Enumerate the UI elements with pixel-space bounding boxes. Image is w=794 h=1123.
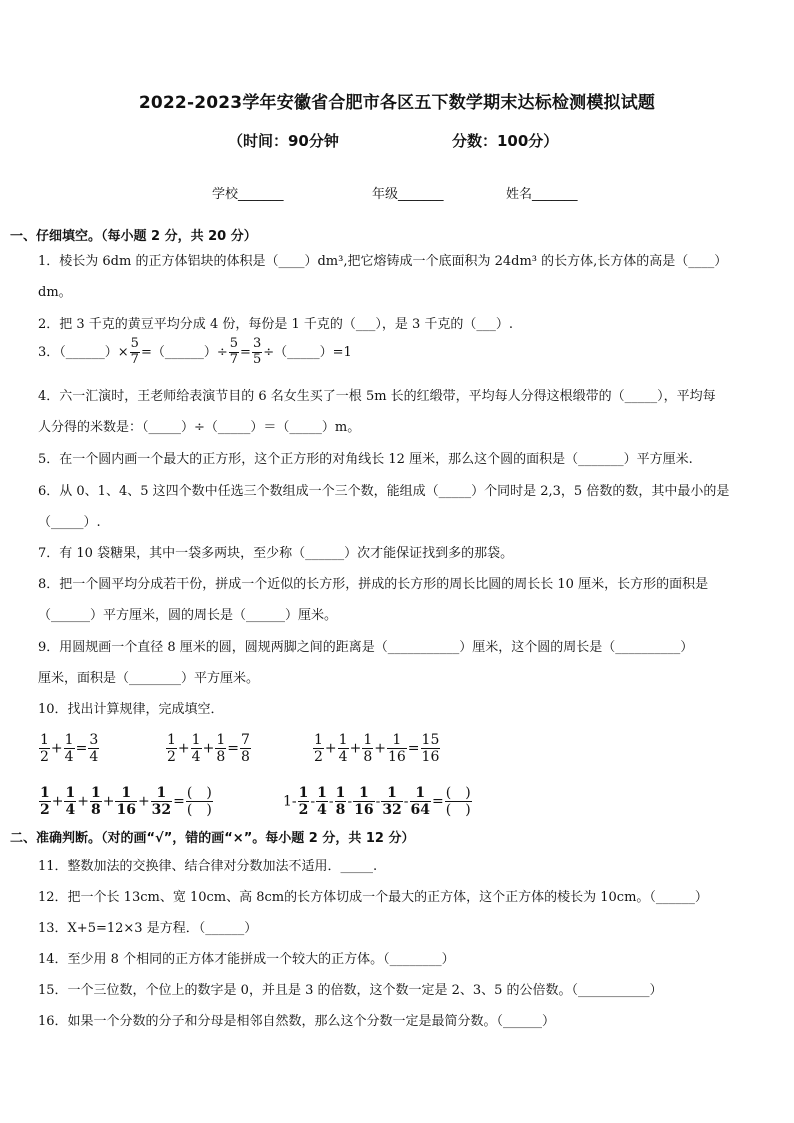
equation-4: $\frac{1}{2}$ + $\frac{1}{4}$ + $\frac{1}{8}$ + $\frac{1}{16}$ + $\frac{1}{32}$ = $\frac{( )}{( )}$: [40, 785, 212, 819]
question-5: 5．在一个圆内画一个最大的正方形，这个正方形的对角线长 12 厘米，那么这个圆的面积是（_______）平方厘米.: [38, 452, 693, 467]
question-4-line-2: 人分得的米数是：（_____）÷（_____）＝（_____）m。: [38, 420, 361, 435]
name-field: 姓名_______: [506, 187, 578, 202]
fraction: $\frac{( )}{( )}$: [445, 785, 471, 819]
question-9-line-1: 9．用圆规画一个直径 8 厘米的圆，圆规两脚之间的距离是（___________）厘米，这个圆的周长是（__________）: [38, 640, 694, 655]
question-7: 7．有 10 袋糖果，其中一袋多两块，至少称（______）次才能保证找到多的那袋。: [38, 546, 514, 561]
question-16: 16．如果一个分数的分子和分母是相邻自然数，那么这个分数一定是最简分数。（______）: [38, 1014, 556, 1029]
fraction: $\frac{( )}{( )}$: [186, 785, 212, 819]
fraction: $\frac{1}{2}$: [40, 732, 49, 766]
question-1-line-1: 1．棱长为 6dm 的正方体铝块的体积是（____）dm³,把它熔铸成一个底面积为 24dm³ 的长方体,长方体的高是（____）: [38, 254, 728, 269]
question-14: 14．至少用 8 个相同的正方体才能拼成一个较大的正方体。（________）: [38, 952, 455, 967]
fraction: $\frac{1}{2}$: [314, 732, 323, 766]
question-13: 13．X+5=12×3 是方程．（______）: [38, 921, 258, 936]
fraction: $\frac{1}{4}$: [64, 732, 74, 766]
fraction: $\frac{1}{64}$: [410, 785, 431, 819]
fraction: $\frac{1}{16}$: [116, 785, 136, 819]
q3-part-3: =: [240, 344, 251, 360]
equation-5: 1- $\frac{1}{2}$ - $\frac{1}{4}$ - $\frac{1}{8}$ - $\frac{1}{16}$ - $\frac{1}{32}$ - $\frac{1}{64}$ = $\frac{( )}{( )}$: [283, 785, 471, 819]
fraction: $\frac{1}{8}$: [216, 732, 226, 766]
fraction: $\frac{1}{4}$: [338, 732, 348, 766]
fraction: $\frac{1}{4}$: [317, 785, 327, 819]
fraction: $\frac{15}{16}$: [421, 732, 440, 766]
q3-part-2: =（______）÷: [140, 344, 228, 360]
q3-part-1: 3．（______）×: [38, 344, 129, 360]
fraction: $\frac{1}{2}$: [298, 785, 309, 819]
fraction: $\frac{1}{4}$: [65, 785, 76, 819]
question-2: 2．把 3 千克的黄豆平均分成 4 份，每份是 1 千克的（___），是 3 千克的（___）.: [38, 317, 514, 332]
question-6-line-2: （_____）.: [38, 515, 101, 530]
fraction: $\frac{1}{8}$: [363, 732, 373, 766]
fraction: $\frac{1}{32}$: [382, 785, 402, 819]
equation-1: $\frac{1}{2}$ + $\frac{1}{4}$ = $\frac{3}{4}$: [40, 732, 99, 766]
grade-field: 年级_______: [372, 187, 444, 202]
section-2-heading: 二、准确判断。（对的画“√”，错的画“×”。每小题 2 分，共 12 分）: [10, 831, 415, 846]
fraction: $\frac{1}{4}$: [191, 732, 201, 766]
equation-3: $\frac{1}{2}$ + $\frac{1}{4}$ + $\frac{1}{8}$ + $\frac{1}{16}$ = $\frac{15}{16}$: [314, 732, 440, 766]
question-9-line-2: 厘米，面积是（________）平方厘米。: [38, 671, 260, 686]
question-1-line-2: dm。: [38, 285, 72, 300]
score-label: 分数：100分）: [452, 132, 559, 150]
section-1-heading: 一、仔细填空。（每小题 2 分，共 20 分）: [10, 229, 257, 244]
question-15: 15．一个三位数，个位上的数字是 0，并且是 3 的倍数，这个数一定是 2、3、5 的公倍数。（___________）: [38, 983, 663, 998]
fraction: $\frac{3}{4}$: [89, 732, 99, 766]
question-12: 12．把一个长 13cm、宽 10cm、高 8cm的长方体切成一个最大的正方体，这个正方体的棱长为 10cm。（______）: [38, 890, 708, 905]
question-6-line-1: 6．从 0、1、4、5 这四个数中任选三个数组成一个三个数，能组成（_____）个同时是 2,3，5 倍数的数，其中最小的是: [38, 484, 730, 499]
fraction: $\frac{3}{5}$: [252, 336, 262, 367]
fraction: $\frac{5}{7}$: [229, 336, 239, 367]
question-8-line-1: 8．把一个圆平均分成若干份，拼成一个近似的长方形，拼成的长方形的周长比圆的周长长 10 厘米，长方形的面积是: [38, 577, 709, 592]
fraction: $\frac{1}{16}$: [354, 785, 374, 819]
fraction: $\frac{1}{32}$: [151, 785, 172, 819]
page-title: 2022-2023学年安徽省合肥市各区五下数学期末达标检测模拟试题: [138, 93, 656, 113]
question-11: 11．整数加法的交换律、结合律对分数加法不适用．_____.: [38, 859, 378, 874]
question-3: [38, 337, 352, 368]
question-8-line-2: （______）平方厘米，圆的周长是（______）厘米。: [38, 608, 338, 623]
equation-2: $\frac{1}{2}$ + $\frac{1}{4}$ + $\frac{1}{8}$ = $\frac{7}{8}$: [167, 732, 250, 766]
question-10: 10．找出计算规律，完成填空．: [38, 702, 224, 717]
question-4-line-1: 4．六一汇演时，王老师给表演节目的 6 名女生买了一根 5m 长的红缎带，平均每人分得这根缎带的（_____），平均每: [38, 389, 716, 404]
fraction: $\frac{1}{2}$: [167, 732, 176, 766]
fraction: $\frac{1}{2}$: [40, 785, 50, 819]
fraction: $\frac{7}{8}$: [240, 732, 250, 766]
fraction: $\frac{1}{8}$: [335, 785, 346, 819]
fraction: $\frac{1}{8}$: [90, 785, 101, 819]
fraction: $\frac{5}{7}$: [130, 336, 139, 367]
school-field: 学校_______: [212, 187, 284, 202]
fraction: $\frac{1}{16}$: [387, 732, 406, 766]
q3-part-4: ÷（_____）=1: [263, 344, 352, 360]
time-label: （时间：90分钟: [228, 132, 339, 150]
